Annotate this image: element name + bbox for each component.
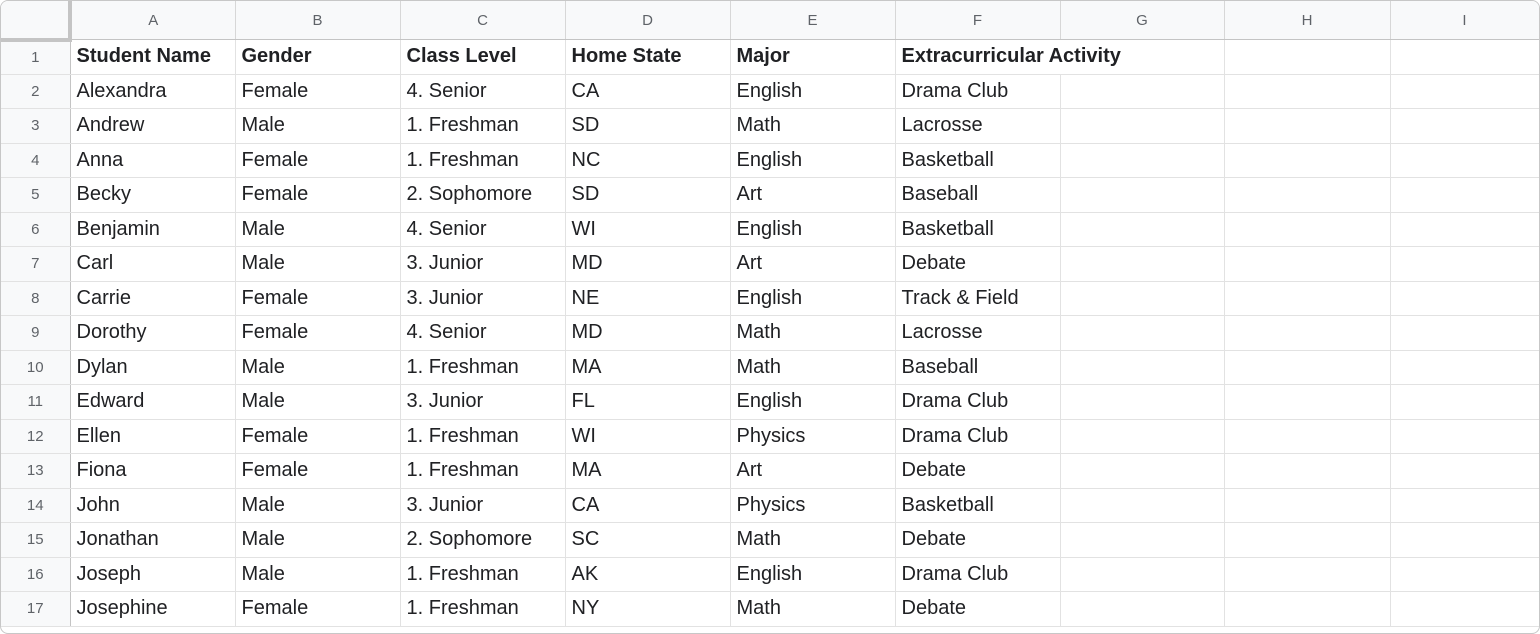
- cell[interactable]: 2. Sophomore: [400, 523, 565, 558]
- cell[interactable]: Drama Club: [895, 557, 1060, 592]
- cell[interactable]: Drama Club: [895, 419, 1060, 454]
- cell[interactable]: [1390, 316, 1539, 351]
- cell[interactable]: [1224, 178, 1390, 213]
- table-row: [1, 592, 1539, 627]
- cell[interactable]: Math: [730, 316, 895, 351]
- table-row: [1, 109, 1539, 144]
- cell[interactable]: [1060, 454, 1224, 489]
- cell[interactable]: Male: [235, 385, 400, 420]
- cell[interactable]: [1060, 178, 1224, 213]
- cell[interactable]: [1060, 385, 1224, 420]
- row-header[interactable]: 7: [1, 247, 70, 282]
- cell[interactable]: Dorothy: [70, 316, 235, 351]
- cell-header-h[interactable]: [1224, 40, 1390, 75]
- column-header-c[interactable]: C: [400, 1, 565, 40]
- column-header-f[interactable]: F: [895, 1, 1060, 40]
- cell[interactable]: Josephine: [70, 592, 235, 627]
- table-row: [1, 557, 1539, 592]
- cell-header-student-name[interactable]: Student Name: [70, 40, 235, 75]
- cell[interactable]: [1390, 419, 1539, 454]
- cell[interactable]: 4. Senior: [400, 74, 565, 109]
- cell[interactable]: Physics: [730, 419, 895, 454]
- cell[interactable]: [1390, 454, 1539, 489]
- cell[interactable]: [1060, 557, 1224, 592]
- cell[interactable]: Drama Club: [895, 74, 1060, 109]
- cell[interactable]: Baseball: [895, 178, 1060, 213]
- cell-header-i[interactable]: [1390, 40, 1539, 75]
- cell[interactable]: English: [730, 74, 895, 109]
- row-header[interactable]: 2: [1, 74, 70, 109]
- cell[interactable]: [1060, 109, 1224, 144]
- cell[interactable]: [1390, 350, 1539, 385]
- cell[interactable]: Jonathan: [70, 523, 235, 558]
- cell[interactable]: [1060, 350, 1224, 385]
- cell[interactable]: [1224, 488, 1390, 523]
- row-header[interactable]: 15: [1, 523, 70, 558]
- cell[interactable]: Dylan: [70, 350, 235, 385]
- cell[interactable]: 3. Junior: [400, 488, 565, 523]
- cell[interactable]: English: [730, 212, 895, 247]
- cell[interactable]: Male: [235, 109, 400, 144]
- cell[interactable]: SD: [565, 109, 730, 144]
- cell[interactable]: AK: [565, 557, 730, 592]
- column-header-row: [1, 1, 1539, 40]
- cell[interactable]: CA: [565, 488, 730, 523]
- cell-header-class-level[interactable]: Class Level: [400, 40, 565, 75]
- table-row: [1, 523, 1539, 558]
- cell[interactable]: Male: [235, 523, 400, 558]
- cell[interactable]: MD: [565, 316, 730, 351]
- cell[interactable]: SD: [565, 178, 730, 213]
- table-row: [1, 350, 1539, 385]
- row-header[interactable]: 4: [1, 143, 70, 178]
- table-row: [1, 178, 1539, 213]
- cell[interactable]: 4. Senior: [400, 212, 565, 247]
- cell[interactable]: Benjamin: [70, 212, 235, 247]
- cell[interactable]: [1390, 178, 1539, 213]
- column-header-d[interactable]: D: [565, 1, 730, 40]
- cell[interactable]: Basketball: [895, 488, 1060, 523]
- cell-header-extracurricular[interactable]: [895, 40, 1121, 75]
- cell[interactable]: Debate: [895, 592, 1060, 627]
- cell-header-major[interactable]: Major: [730, 40, 895, 75]
- cell[interactable]: [1390, 74, 1539, 109]
- header-data-row: [1, 40, 1539, 75]
- cell[interactable]: [1390, 247, 1539, 282]
- cell[interactable]: Female: [235, 281, 400, 316]
- cell[interactable]: Drama Club: [895, 385, 1060, 420]
- cell[interactable]: English: [730, 385, 895, 420]
- cell[interactable]: Math: [730, 523, 895, 558]
- cell[interactable]: 4. Senior: [400, 316, 565, 351]
- cell[interactable]: [1060, 419, 1224, 454]
- table-row: [1, 281, 1539, 316]
- column-header-g[interactable]: G: [1060, 1, 1224, 40]
- cell[interactable]: Female: [235, 74, 400, 109]
- cell[interactable]: 3. Junior: [400, 385, 565, 420]
- row-header[interactable]: 6: [1, 212, 70, 247]
- cell[interactable]: Art: [730, 454, 895, 489]
- cell[interactable]: 1. Freshman: [400, 109, 565, 144]
- cell-header-gender[interactable]: Gender: [235, 40, 400, 75]
- row-header[interactable]: 1: [1, 40, 70, 75]
- cell[interactable]: Female: [235, 419, 400, 454]
- cell[interactable]: English: [730, 281, 895, 316]
- cell[interactable]: Female: [235, 316, 400, 351]
- cell[interactable]: Basketball: [895, 212, 1060, 247]
- cell[interactable]: Male: [235, 350, 400, 385]
- column-header-h[interactable]: H: [1224, 1, 1390, 40]
- select-all-corner[interactable]: [1, 1, 70, 40]
- cell[interactable]: Male: [235, 212, 400, 247]
- cell[interactable]: [1060, 488, 1224, 523]
- row-header[interactable]: 12: [1, 419, 70, 454]
- column-header-b[interactable]: B: [235, 1, 400, 40]
- table-row: [1, 385, 1539, 420]
- cell[interactable]: Lacrosse: [895, 109, 1060, 144]
- cell[interactable]: [1060, 212, 1224, 247]
- cell[interactable]: [1224, 316, 1390, 351]
- cell[interactable]: Female: [235, 592, 400, 627]
- row-header[interactable]: 3: [1, 109, 70, 144]
- table-row: [1, 74, 1539, 109]
- cell[interactable]: Female: [235, 143, 400, 178]
- cell[interactable]: 1. Freshman: [400, 350, 565, 385]
- cell[interactable]: 3. Junior: [400, 281, 565, 316]
- cell[interactable]: Female: [235, 454, 400, 489]
- cell[interactable]: MA: [565, 350, 730, 385]
- cell[interactable]: Art: [730, 178, 895, 213]
- cell[interactable]: Alexandra: [70, 74, 235, 109]
- cell[interactable]: Debate: [895, 523, 1060, 558]
- cell[interactable]: Track & Field: [895, 281, 1060, 316]
- cell[interactable]: Math: [730, 592, 895, 627]
- row-header[interactable]: 17: [1, 592, 70, 627]
- cell[interactable]: Lacrosse: [895, 316, 1060, 351]
- cell[interactable]: NY: [565, 592, 730, 627]
- cell[interactable]: [1224, 350, 1390, 385]
- cell[interactable]: [1060, 592, 1224, 627]
- column-header-a[interactable]: A: [70, 1, 235, 40]
- row-header[interactable]: 9: [1, 316, 70, 351]
- cell[interactable]: CA: [565, 74, 730, 109]
- cell[interactable]: Becky: [70, 178, 235, 213]
- cell[interactable]: Carrie: [70, 281, 235, 316]
- cell[interactable]: [1224, 557, 1390, 592]
- cell[interactable]: [1390, 523, 1539, 558]
- cell[interactable]: MD: [565, 247, 730, 282]
- cell[interactable]: FL: [565, 385, 730, 420]
- cell[interactable]: Math: [730, 350, 895, 385]
- cell[interactable]: [1224, 592, 1390, 627]
- cell[interactable]: [1224, 109, 1390, 144]
- cell[interactable]: Art: [730, 247, 895, 282]
- cell[interactable]: Debate: [895, 454, 1060, 489]
- cell[interactable]: Physics: [730, 488, 895, 523]
- cell[interactable]: Male: [235, 557, 400, 592]
- cell[interactable]: English: [730, 557, 895, 592]
- cell[interactable]: [1224, 281, 1390, 316]
- cell[interactable]: English: [730, 143, 895, 178]
- table-row: [1, 488, 1539, 523]
- cell[interactable]: 2. Sophomore: [400, 178, 565, 213]
- table-row: [1, 212, 1539, 247]
- cell[interactable]: Edward: [70, 385, 235, 420]
- column-header-e[interactable]: E: [730, 1, 895, 40]
- cell[interactable]: [1224, 454, 1390, 489]
- cell[interactable]: [1060, 281, 1224, 316]
- cell[interactable]: 1. Freshman: [400, 143, 565, 178]
- cell[interactable]: 1. Freshman: [400, 454, 565, 489]
- cell[interactable]: Andrew: [70, 109, 235, 144]
- cell[interactable]: NE: [565, 281, 730, 316]
- cell[interactable]: MA: [565, 454, 730, 489]
- cell[interactable]: [1390, 592, 1539, 627]
- cell[interactable]: Ellen: [70, 419, 235, 454]
- row-header[interactable]: 11: [1, 385, 70, 420]
- cell[interactable]: [1390, 212, 1539, 247]
- column-header-i[interactable]: I: [1390, 1, 1539, 40]
- cell[interactable]: [1390, 109, 1539, 144]
- cell[interactable]: Fiona: [70, 454, 235, 489]
- cell[interactable]: SC: [565, 523, 730, 558]
- row-header[interactable]: 14: [1, 488, 70, 523]
- cell[interactable]: NC: [565, 143, 730, 178]
- cell[interactable]: Joseph: [70, 557, 235, 592]
- cell[interactable]: [1060, 523, 1224, 558]
- cell-header-extracurricular-text: Extracurricular Activity: [901, 45, 1121, 68]
- cell[interactable]: [1224, 385, 1390, 420]
- cell[interactable]: [1224, 419, 1390, 454]
- cell[interactable]: Anna: [70, 143, 235, 178]
- cell[interactable]: [1390, 385, 1539, 420]
- cell[interactable]: [1390, 488, 1539, 523]
- cell[interactable]: [1390, 143, 1539, 178]
- row-header[interactable]: 8: [1, 281, 70, 316]
- table-row: [1, 454, 1539, 489]
- cell[interactable]: [1060, 247, 1224, 282]
- cell[interactable]: 1. Freshman: [400, 592, 565, 627]
- cell[interactable]: [1060, 74, 1224, 109]
- row-header[interactable]: 13: [1, 454, 70, 489]
- sheet-table: [1, 1, 1540, 627]
- cell[interactable]: [1390, 557, 1539, 592]
- cell-header-home-state[interactable]: Home State: [565, 40, 730, 75]
- row-header[interactable]: 5: [1, 178, 70, 213]
- table-row: [1, 419, 1539, 454]
- row-header[interactable]: 10: [1, 350, 70, 385]
- cell[interactable]: 1. Freshman: [400, 419, 565, 454]
- cell[interactable]: 3. Junior: [400, 247, 565, 282]
- cell[interactable]: John: [70, 488, 235, 523]
- cell[interactable]: Carl: [70, 247, 235, 282]
- cell[interactable]: [1060, 316, 1224, 351]
- table-row: [1, 143, 1539, 178]
- cell[interactable]: Baseball: [895, 350, 1060, 385]
- table-row: [1, 247, 1539, 282]
- cell[interactable]: [1224, 143, 1390, 178]
- row-header[interactable]: 16: [1, 557, 70, 592]
- table-row: [1, 316, 1539, 351]
- cell[interactable]: Math: [730, 109, 895, 144]
- cell[interactable]: Debate: [895, 247, 1060, 282]
- cell[interactable]: Basketball: [895, 143, 1060, 178]
- cell[interactable]: WI: [565, 419, 730, 454]
- cell[interactable]: [1060, 143, 1224, 178]
- cell[interactable]: 1. Freshman: [400, 557, 565, 592]
- cell[interactable]: [1224, 74, 1390, 109]
- cell[interactable]: Male: [235, 488, 400, 523]
- cell[interactable]: [1224, 523, 1390, 558]
- cell[interactable]: WI: [565, 212, 730, 247]
- cell[interactable]: Male: [235, 247, 400, 282]
- cell[interactable]: [1224, 247, 1390, 282]
- cell[interactable]: [1224, 212, 1390, 247]
- cell[interactable]: [1390, 281, 1539, 316]
- cell[interactable]: Female: [235, 178, 400, 213]
